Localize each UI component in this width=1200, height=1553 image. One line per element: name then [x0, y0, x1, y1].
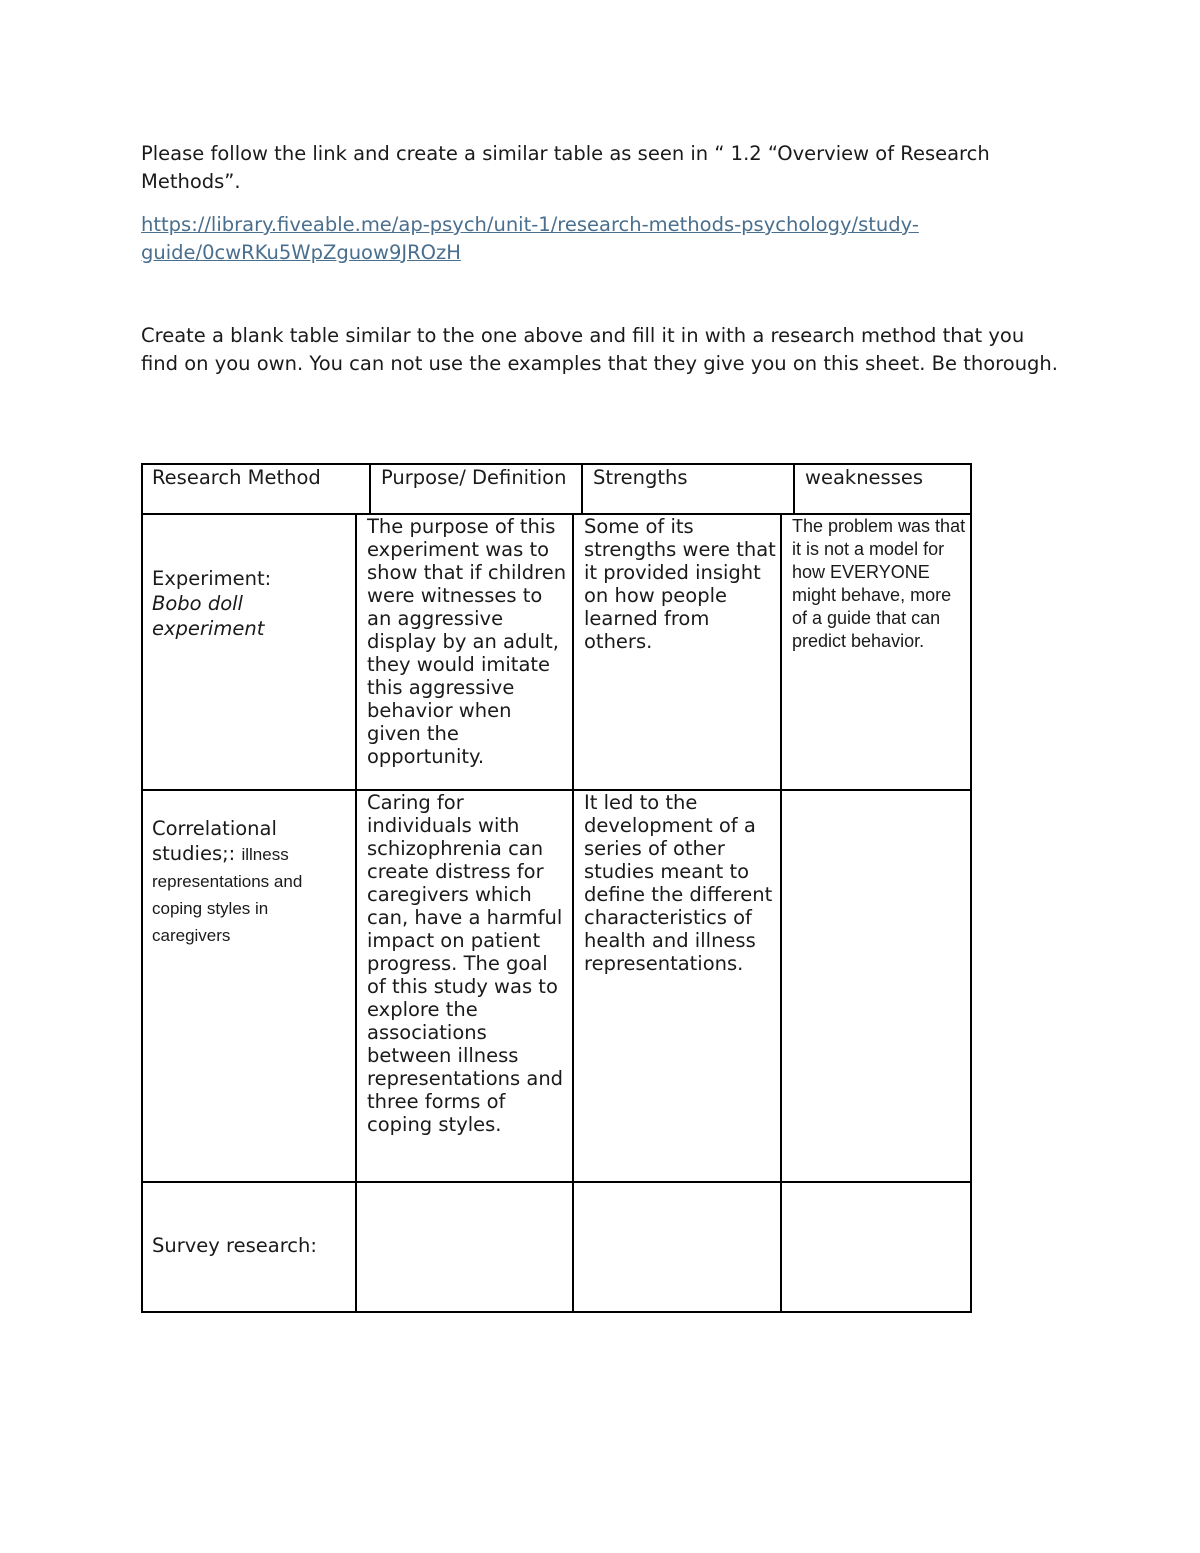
row3-weaknesses	[792, 1183, 968, 1311]
intro-paragraph: Please follow the link and create a similar table as seen in “ 1.2 “Overview of Research Methods”.	[141, 142, 990, 193]
row2-method-name: illness representations and coping styles in caregivers	[152, 845, 303, 945]
row1-method-label: Experiment:	[152, 567, 272, 590]
row2-purpose: Caring for individuals with schizophrenia can create distress for caregivers which can, have a harmful impact on patient progress. The goal of this study was to explore the associations between illness representations and three forms of coping styles.	[367, 791, 564, 1136]
header-purpose-definition: Purpose/ Definition	[381, 466, 567, 489]
row3-method: Survey research:	[152, 1234, 317, 1257]
header-weaknesses: weaknesses	[805, 466, 924, 489]
row2-weaknesses	[792, 791, 968, 1181]
row2-method-label: Correlational studies;:	[152, 817, 277, 865]
row1-method-name: Bobo doll experiment	[152, 592, 265, 640]
row1-weaknesses: The problem was that it is not a model for how EVERYONE might behave, more of a guide that can predict behavior.	[792, 516, 966, 651]
row1-purpose: The purpose of this experiment was to show that if children were witnesses to an aggressive display by an adult, they would imitate this aggressive behavior when given the opportunity.	[367, 515, 567, 768]
header-research-method: Research Method	[152, 466, 321, 489]
study-guide-link[interactable]: https://library.fiveable.me/ap-psych/unit-1/research-methods-psychology/study-guide/0cwRKu5WpZguow9JROzH	[141, 213, 919, 264]
row3-purpose	[367, 1183, 571, 1311]
row3-strengths	[584, 1183, 778, 1311]
row2-strengths: It led to the development of a series of other studies meant to define the different characteristics of health and illness representations.	[584, 791, 773, 975]
instructions-paragraph: Create a blank table similar to the one above and fill it in with a research method that you find on you own. You can not use the examples that they give you on this sheet. Be thorough.	[141, 324, 1058, 375]
row1-strengths: Some of its strengths were that it provided insight on how people learned from others.	[584, 515, 776, 653]
row1-method	[152, 566, 350, 656]
row2-method	[152, 816, 350, 966]
header-strengths: Strengths	[593, 466, 688, 489]
link-paragraph	[141, 211, 1021, 266]
